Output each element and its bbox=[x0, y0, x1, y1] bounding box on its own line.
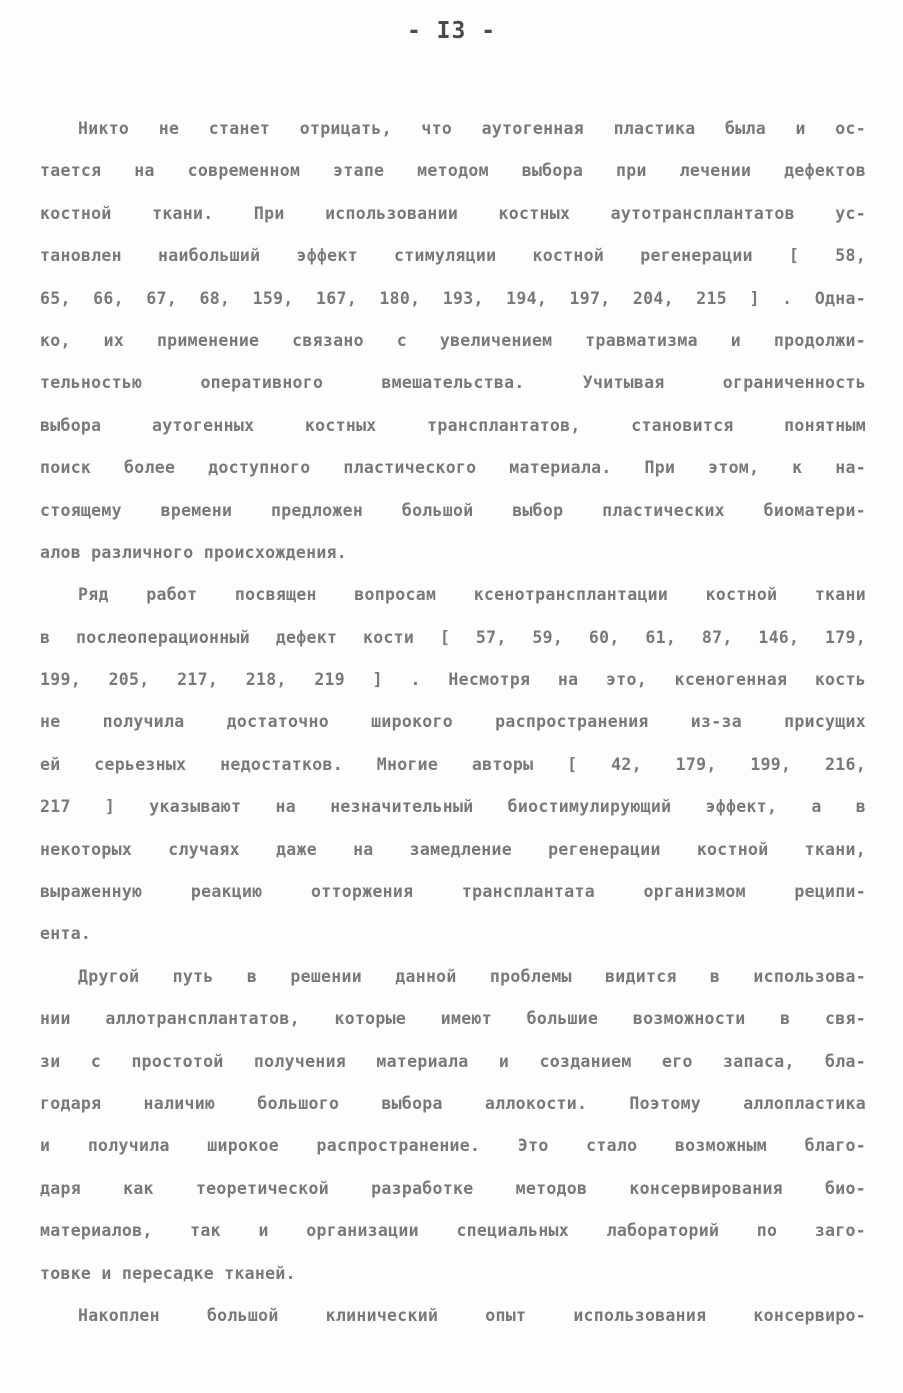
text-line: не получила достаточно широкого распространения из-за присущих bbox=[40, 712, 866, 732]
text-line: даря как теоретической разработке методов консервирования био- bbox=[40, 1178, 866, 1198]
text-line: 199, 205, 217, 218, 219 ] . Несмотря на это, ксеногенная кость bbox=[40, 670, 866, 690]
text-line: ента. bbox=[40, 924, 92, 944]
text-line: костной ткани. При использовании костных аутотрансплантатов ус- bbox=[40, 203, 866, 223]
text-line: тается на современном этапе методом выбора при лечении дефектов bbox=[40, 161, 866, 181]
text-line: Ряд работ посвящен вопросам ксенотрансплантации костной ткани bbox=[78, 585, 866, 605]
text-line: Никто не станет отрицать, что аутогенная пластика была и ос- bbox=[78, 119, 866, 138]
text-line: тельностью оперативного вмешательства. Учитывая ограниченность bbox=[40, 373, 866, 393]
text-line: материалов, так и организации специальных лабораторий по заго- bbox=[40, 1221, 866, 1241]
text-line: Накоплен большой клинический опыт использования консервиро- bbox=[78, 1305, 866, 1325]
text-line: и получила широкое распространение. Это стало возможным благо- bbox=[40, 1136, 866, 1156]
text-line: 65, 66, 67, 68, 159, 167, 180, 193, 194, 197, 204, 215 ] . Одна- bbox=[40, 288, 866, 308]
text-line: алов различного происхождения. bbox=[40, 542, 348, 562]
body-text bbox=[40, 108, 866, 1337]
text-line: выраженную реакцию отторжения трансплантата организмом реципи- bbox=[40, 882, 866, 902]
text-line: товке и пересадке тканей. bbox=[40, 1263, 296, 1283]
text-line: в послеоперационный дефект кости [ 57, 59, 60, 61, 87, 146, 179, bbox=[40, 627, 866, 647]
text-line: стоящему времени предложен большой выбор пластических биоматери- bbox=[40, 500, 866, 520]
text-line: годаря наличию большого выбора аллокости. Поэтому аллопластика bbox=[40, 1093, 866, 1113]
text-line: ей серьезных недостатков. Многие авторы [ 42, 179, 199, 216, bbox=[40, 754, 866, 774]
text-line: ко, их применение связано с увеличением травматизма и продолжи- bbox=[40, 330, 866, 350]
text-line: поиск более доступного пластического материала. При этом, к на- bbox=[40, 458, 866, 478]
page-number: - I3 - bbox=[406, 18, 497, 44]
text-line: 217 ] указывают на незначительный биостимулирующий эффект, а в bbox=[40, 797, 866, 817]
text-line: тановлен наибольший эффект стимуляции костной регенерации [ 58, bbox=[40, 246, 866, 266]
text-line: выбора аутогенных костных трансплантатов, становится понятным bbox=[40, 415, 866, 435]
text-line: некоторых случаях даже на замедление регенерации костной ткани, bbox=[40, 839, 866, 859]
text-line: Другой путь в решении данной проблемы видится в использова- bbox=[78, 966, 866, 986]
text-line: нии аллотрансплантатов, которые имеют большие возможности в свя- bbox=[40, 1009, 866, 1029]
text-line: зи с простотой получения материала и созданием его запаса, бла- bbox=[40, 1051, 866, 1071]
